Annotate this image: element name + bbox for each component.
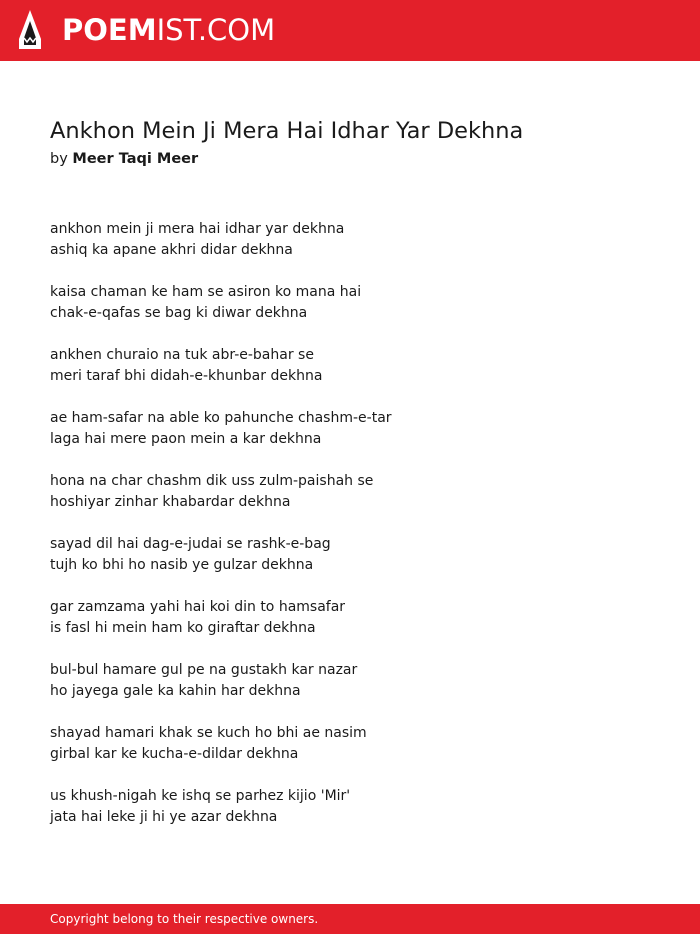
poem-line: ho jayega gale ka kahin har dekhna	[50, 683, 301, 699]
stanza-6	[50, 534, 392, 576]
site-footer	[0, 904, 700, 934]
poem-line: gar zamzama yahi hai koi din to hamsafar	[50, 599, 346, 615]
poem-line: kaisa chaman ke ham se asiron ko mana hai	[50, 284, 362, 300]
poem-line: ankhon mein ji mera hai idhar yar dekhna	[50, 221, 345, 237]
logo-text-bold: POEM	[62, 13, 157, 47]
poem-line: tujh ko bhi ho nasib ye gulzar dekhna	[50, 557, 314, 573]
stanza-1	[50, 219, 392, 261]
poem-line: ankhen churaio na tuk abr-e-bahar se	[50, 347, 314, 363]
poem-line: girbal kar ke kucha-e-dildar dekhna	[50, 746, 299, 762]
poem-line: chak-e-qafas se bag ki diwar dekhna	[50, 305, 308, 321]
logo-text-light: IST.COM	[156, 13, 276, 47]
poem-line: ashiq ka apane akhri didar dekhna	[50, 242, 293, 258]
pencil-icon[interactable]	[16, 9, 44, 51]
site-header	[0, 0, 700, 61]
site-logo[interactable]	[62, 13, 275, 47]
stanza-4	[50, 408, 392, 450]
stanza-7	[50, 597, 392, 639]
poem-line: hoshiyar zinhar khabardar dekhna	[50, 494, 291, 510]
poem-line: bul-bul hamare gul pe na gustakh kar nazar	[50, 662, 358, 678]
poem-body	[50, 219, 392, 849]
poem-line: ae ham-safar na able ko pahunche chashm-e-tar	[50, 410, 392, 426]
stanza-10	[50, 786, 392, 828]
stanza-2	[50, 282, 392, 324]
stanza-5	[50, 471, 392, 513]
poem-line: jata hai leke ji hi ye azar dekhna	[50, 809, 278, 825]
poem-byline	[50, 149, 198, 169]
poem-line: us khush-nigah ke ishq se parhez kijio 'Mir'	[50, 788, 351, 804]
poem-title: Ankhon Mein Ji Mera Hai Idhar Yar Dekhna	[50, 118, 524, 144]
stanza-9	[50, 723, 392, 765]
copyright-notice: Copyright belong to their respective owners.	[50, 912, 319, 926]
poem-line: meri taraf bhi didah-e-khunbar dekhna	[50, 368, 323, 384]
poem-line: sayad dil hai dag-e-judai se rashk-e-bag	[50, 536, 331, 552]
stanza-3	[50, 345, 392, 387]
stanza-8	[50, 660, 392, 702]
poem-line: hona na char chashm dik uss zulm-paishah se	[50, 473, 374, 489]
poem-line: shayad hamari khak se kuch ho bhi ae nasim	[50, 725, 367, 741]
poem-line: is fasl hi mein ham ko giraftar dekhna	[50, 620, 316, 636]
poem-line: laga hai mere paon mein a kar dekhna	[50, 431, 322, 447]
by-label: by	[50, 151, 68, 167]
author-name: Meer Taqi Meer	[72, 151, 199, 167]
